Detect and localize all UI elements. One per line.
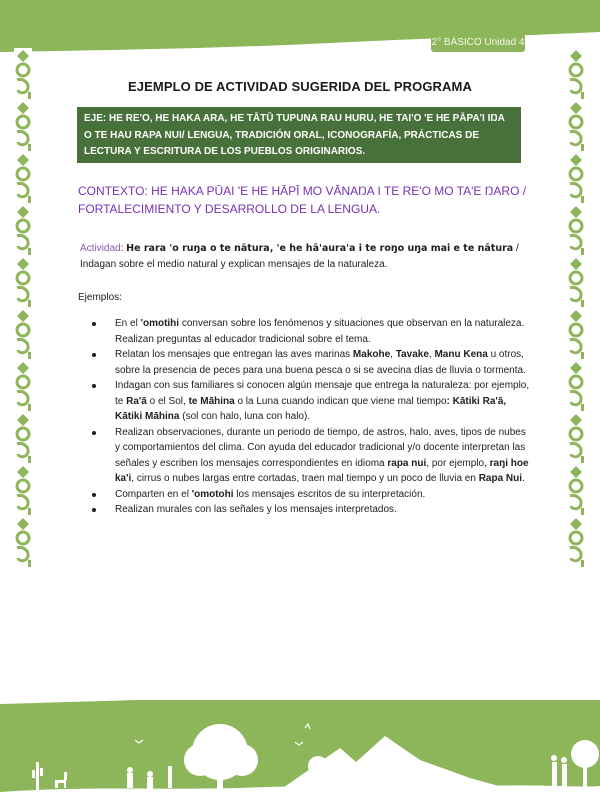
- emphasized-term: te Māhina: [188, 395, 235, 407]
- emphasized-term: Rapa Nui: [478, 473, 523, 484]
- ejemplo-text: o la Luna cuando indican que viene mal tiempo: [234, 395, 447, 407]
- ejemplos-label: Ejemplos:: [78, 292, 122, 303]
- emphasized-term: 'omotohi: [191, 488, 234, 500]
- actividad-rapa-nui-text: He rara 'o ruŋa o te nātura, 'e he hā'aura'a i te roŋo uŋa mai e te nātura: [126, 243, 514, 254]
- emphasized-term: Ra'ā: [126, 395, 147, 407]
- left-pattern-border-icon: [14, 48, 32, 568]
- right-pattern-border-icon: [567, 48, 585, 568]
- actividad-separator: :: [120, 243, 127, 254]
- ejemplo-text: Relatan los mensajes que entregan las aves marinas: [115, 349, 353, 360]
- actividad-paragraph: [80, 241, 530, 272]
- ejemplo-text: (sol con halo, luna con halo).: [179, 411, 311, 422]
- page-title: EJEMPLO DE ACTIVIDAD SUGERIDA DEL PROGRAMA: [128, 79, 472, 94]
- ejemplo-text: En el: [115, 318, 141, 329]
- actividad-spanish-text: / Indagan sobre el medio natural y explican mensajes de la naturaleza.: [80, 243, 519, 270]
- ejemplo-list-item: [78, 425, 533, 487]
- ejemplo-text: ,: [390, 349, 396, 360]
- emphasized-term: Makohe: [352, 349, 391, 360]
- emphasized-term: : Kātiki Ra'ā, Kātiki Māhina: [115, 395, 507, 422]
- ejemplo-text: u otros, sobre la presencia de peces para una buena pesca o si se avecina días de lluvia o tormenta.: [115, 349, 526, 376]
- eje-box: [77, 107, 521, 163]
- ejemplo-text: .: [522, 473, 525, 484]
- ejemplo-text: conversan sobre los fenómenos y situaciones que observan en la naturaleza. Realizan preguntas al educador tradicional sobre el tema.: [115, 318, 525, 345]
- ejemplo-text: ,: [428, 349, 435, 360]
- emphasized-term: Manu Kena: [434, 349, 488, 360]
- emphasized-term: raŋi hoe ka'i: [115, 457, 529, 484]
- bullet-icon: [92, 353, 96, 357]
- ejemplo-text: Realizan murales con las señales y los mensajes interpretados.: [115, 504, 397, 515]
- ejemplo-list-item: [78, 487, 533, 503]
- unit-badge: 2° BÁSICO Unidad 4: [431, 34, 525, 52]
- emphasized-term: rapa nui: [387, 457, 427, 469]
- ejemplo-text: Comparten en el: [115, 488, 192, 500]
- ejemplo-text: , por ejemplo,: [426, 457, 490, 469]
- emphasized-term: 'omotihi: [140, 318, 180, 329]
- emphasized-term: Tavake: [395, 349, 429, 360]
- bullet-icon: [92, 493, 96, 497]
- ejemplos-list: [78, 316, 533, 518]
- bottom-landscape-banner: [0, 700, 600, 800]
- ejemplo-text: o el Sol,: [146, 395, 189, 407]
- ejemplo-list-item: [78, 378, 533, 425]
- ejemplo-list-item: [78, 347, 533, 378]
- ejemplo-list-item: [78, 502, 533, 518]
- bullet-icon: [92, 384, 96, 388]
- bullet-icon: [92, 322, 96, 326]
- ejemplo-text: los mensajes escritos de su interpretación.: [233, 488, 426, 500]
- ejemplo-list-item: [78, 316, 533, 347]
- contexto-heading: CONTEXTO: HE HAKA PŪAI 'E HE HĀPĪ MO VĀNAŊA I TE RE'O MO TA'E ŊARO / FORTALECIMIENTO Y DESARROLLO DE LA LENGUA.: [78, 184, 527, 216]
- eje-text: EJE: HE RE'O, HE HAKA ARA, HE TĀTŪ TUPUNA RAU HURU, HE TAI'O 'E HE PĀPA'I IŊA O TE HAU RAPA NUI/ LENGUA, TRADICIÓN ORAL, ICONOGRAFÍA, PRÁCTICAS DE LECTURA Y ESCRITURA DE LOS PUEBLOS ORIGINARIOS.: [84, 113, 505, 157]
- bullet-icon: [92, 508, 96, 512]
- actividad-label: Actividad: [80, 243, 121, 254]
- ejemplo-text: Realizan observaciones, durante un periodo de tiempo, de astros, halo, aves, tipos de nubes y comportamientos del clima. Con ayuda del educador tradicional y/o docente interpretan las señales y escriben los mensajes correspondientes en idioma: [115, 426, 526, 469]
- ejemplo-text: Indagan con sus familiares si conocen algún mensaje que entrega la naturaleza: por ejemplo, te: [115, 380, 530, 407]
- ejemplo-text: , cirrus o nubes largas entre cortadas, traen mal tiempo y un poco de lluvia en: [131, 473, 479, 484]
- bullet-icon: [92, 431, 96, 435]
